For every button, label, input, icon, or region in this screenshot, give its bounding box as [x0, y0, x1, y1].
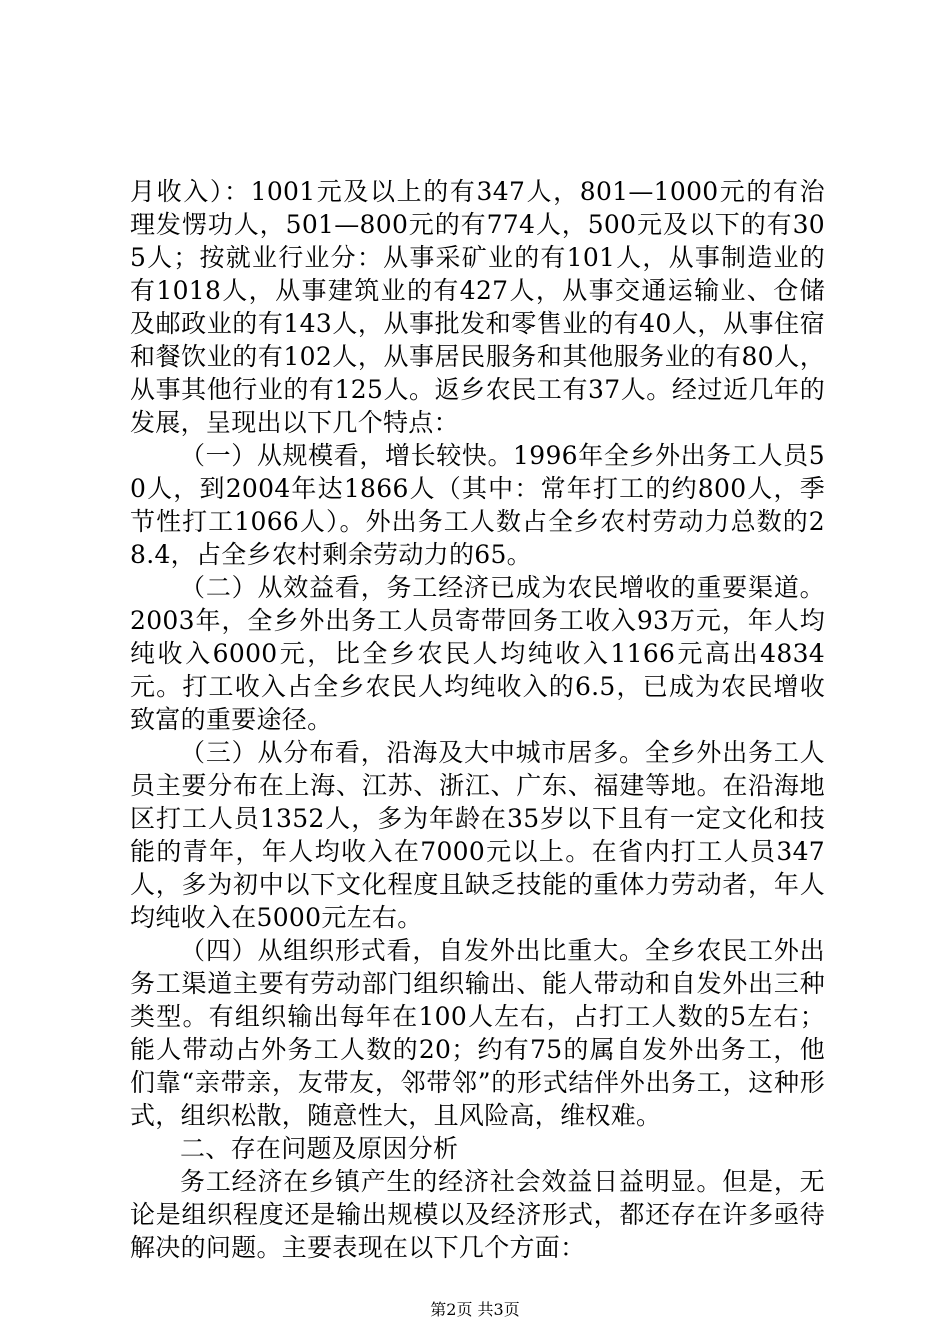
- paragraph-organization: （四）从组织形式看，自发外出比重大。全乡农民工外出务工渠道主要有劳动部门组织输出、能人带动和自发外出三种类型。有组织输出每年在100人左右，占打工人数的5左右；能人带动占外务工人数的20；约有75的属自发外出务工，他们靠“亲带亲，友带友，邻带邻”的形式结伴外出务工，这种形式，组织松散，随意性大，且风险高，维权难。: [130, 936, 825, 1130]
- page-footer: 第2页 共3页: [430, 1300, 520, 1319]
- section-heading-problems: 二、存在问题及原因分析: [180, 1134, 459, 1163]
- paragraph-problems-intro: 务工经济在乡镇产生的经济社会效益日益明显。但是，无论是组织程度还是输出规模以及经济形式，都还存在许多亟待解决的问题。主要表现在以下几个方面：: [130, 1167, 825, 1262]
- paragraph-distribution: （三）从分布看，沿海及大中城市居多。全乡外出务工人员主要分布在上海、江苏、浙江、广东、福建等地。在沿海地区打工人员1352人，多为年龄在35岁以下且有一定文化和技能的青年，年人均收入在7000元以上。在省内打工人员347人，多为初中以下文化程度且缺乏技能的重体力劳动者，年人均纯收入在5000元左右。: [130, 738, 825, 932]
- paragraph-income-and-industry: 月收入）：1001元及以上的有347人，801—1000元的有治理发愣功人，501—800元的有774人，500元及以下的有305人；按就业行业分：从事采矿业的有101人，从事制造业的有1018人，从事建筑业的有427人，从事交通运输业、仓储及邮政业的有143人，从事批发和零售业的有40人，从事住宿和餐饮业的有102人，从事居民服务和其他服务业的有80人，从事其他行业的有125人。返乡农民工有37人。经过近几年的发展，呈现出以下几个特点：: [130, 177, 825, 437]
- paragraph-scale: （一）从规模看，增长较快。1996年全乡外出务工人员50人，到2004年达1866人（其中：常年打工的约800人，季节性打工1066人）。外出务工人数占全乡农村劳动力总数的28.4，占全乡农村剩余劳动力的65。: [130, 441, 825, 569]
- paragraph-benefit: （二）从效益看，务工经济已成为农民增收的重要渠道。2003年，全乡外出务工人员寄带回务工收入93万元，年人均纯收入6000元，比全乡农民人均纯收入1166元高出4834元。打工收入占全乡农民人均纯收入的6.5，已成为农民增收致富的重要途径。: [130, 573, 825, 734]
- document-body: [130, 175, 825, 1264]
